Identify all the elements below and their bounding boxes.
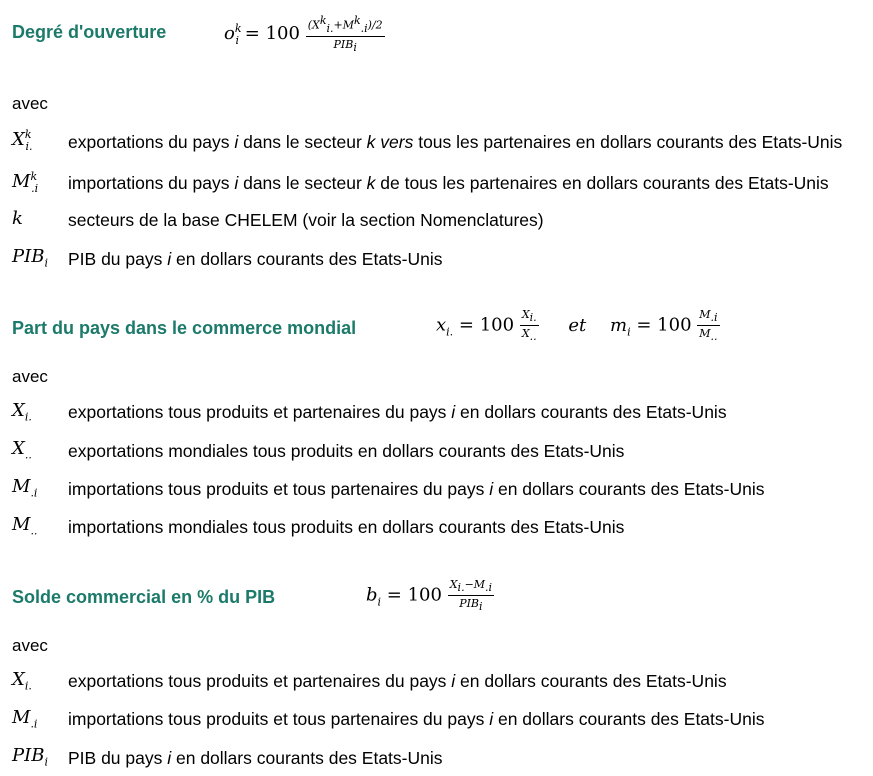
definition-x-i: exportations tous produits et partenaires du pays i en dollars courants des Etats-Unis [68,671,727,691]
symbol-m-k: $M^k_{.i}$ [12,170,39,195]
definition-m-k: importations du pays i dans le secteur k de tous les partenaires en dollars courants des Etats-Unis [68,173,829,193]
definition-x-world: exportations mondiales tous produits en dollars courants des Etats-Unis [68,441,625,461]
avec-label: avec [12,636,48,655]
definition-x-k: exportations du pays i dans le secteur k vers tous les partenaires en dollars courants des Etats-Unis [68,132,843,152]
symbol-k: k [12,208,23,229]
definition-pib: PIB du pays i en dollars courants des Etats-Unis [68,748,443,768]
formula-degre-ouverture: $o^k_i = 100$ $\frac{(X^k_{i.}+M^k_{.i})/2}{PIB_i}$ [224,14,383,55]
symbol-x-world: $X_{..}$ [12,438,32,462]
section-title-part-commerce-mondial: Part du pays dans le commerce mondial [12,318,357,338]
formula-solde-commercial: $b_i = 100$ $\frac{X_{i.}-M_{.i}}{PIB_i}$ [366,578,493,614]
symbol-x-k: $X^k_{i.}$ [12,128,33,153]
avec-label: avec [12,94,48,113]
section-title-degre-ouverture: Degré d'ouverture [12,22,167,42]
definition-m-world: importations mondiales tous produits en dollars courants des Etats-Unis [68,517,625,537]
symbol-m-i: $M_{.i}$ [12,707,38,731]
definition-pib: PIB du pays i en dollars courants des Etats-Unis [68,249,443,269]
definition-m-i: importations tous produits et tous partenaires du pays i en dollars courants des Etats-Unis [68,709,765,729]
symbol-m-world: $M_{..}$ [12,514,38,538]
formula-part-commerce-mondial: $x_{i.} = 100$ $\frac{X_{i.}}{X_{..}}$ et $m_i = 100$ $\frac{M_{.i}}{M_{..}}$ [436,308,718,344]
section-title-solde-commercial: Solde commercial en % du PIB [12,587,276,607]
symbol-x-i: $X_{i.}$ [12,400,32,424]
symbol-pib: $PIB_i$ [12,745,48,769]
avec-label: avec [12,367,48,386]
symbol-x-i: $X_{i.}$ [12,669,32,693]
definition-x-i: exportations tous produits et partenaires du pays i en dollars courants des Etats-Unis [68,402,727,422]
definition-k: secteurs de la base CHELEM (voir la section Nomenclatures) [68,210,544,230]
symbol-pib: $PIB_i$ [12,246,48,270]
definition-m-i: importations tous produits et tous partenaires du pays i en dollars courants des Etats-Unis [68,479,765,499]
symbol-m-i: $M_{.i}$ [12,476,38,500]
